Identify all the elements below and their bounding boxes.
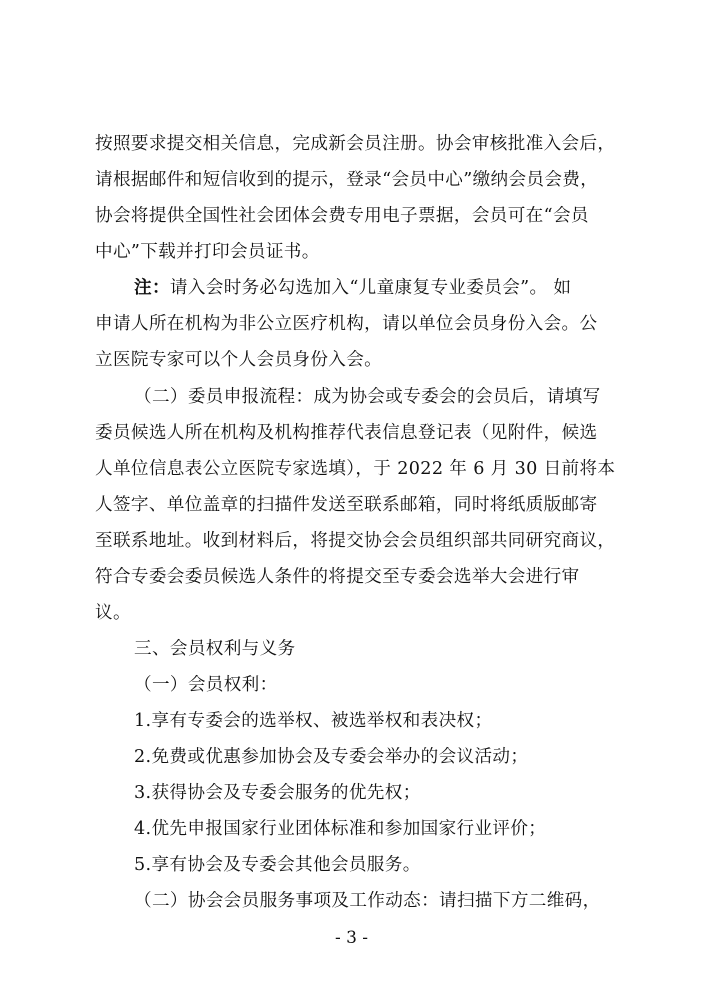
note-line: 立医院专家可以个人会员身份入会。 [95,350,383,370]
paragraph-line: 中心”下载并打印会员证书。 [95,242,320,262]
paragraph-line: （二）协会会员服务事项及工作动态：请扫描下方二维码， [134,891,601,911]
paragraph-line: 人签字、单位盖章的扫描件发送至联系邮箱，同时将纸质版邮寄 [95,495,598,515]
paragraph-line: 请根据邮件和短信收到的提示，登录“会员中心”缴纳会员会费， [95,170,599,190]
note-label: 注： [134,277,170,298]
paragraph-line: 按照要求提交相关信息，完成新会员注册。协会审核批准入会后， [95,134,616,154]
list-item: 4.优先申报国家行业团体标准和参加国家行业评价； [134,819,547,839]
sub-heading: （一）会员权利： [134,675,278,695]
paragraph-line: 符合专委会委员候选人条件的将提交至专委会选举大会进行审 [95,567,580,587]
page-number: - 3 - [334,928,369,948]
list-item: 2.免费或优惠参加协会及专委会举办的会议活动； [134,747,529,767]
list-item: 3.获得协会及专委会服务的优先权； [134,783,421,803]
paragraph-line: 至联系地址。收到材料后，将提交协会会员组织部共同研究商议， [95,531,616,551]
section-heading: 三、会员权利与义务 [134,639,296,659]
note-line [134,276,615,300]
note-text: 请入会时务必勾选加入“儿童康复专业委员会”。 如 [169,278,572,298]
paragraph-line: 委员候选人所在机构及机构推荐代表信息登记表（见附件，候选 [95,423,598,443]
list-item: 1.享有专委会的选举权、被选举权和表决权； [134,711,493,731]
note-line: 申请人所在机构为非公立医疗机构，请以单位会员身份入会。公 [95,314,598,334]
paragraph-line: （二）委员申报流程：成为协会或专委会的会员后，请填写 [134,387,601,407]
paragraph-line: 人单位信息表公立医院专家选填），于 2022 年 6 月 30 日前将本 [95,459,616,479]
list-item: 5.享有协会及专委会其他会员服务。 [134,855,421,875]
paragraph-line: 协会将提供全国性社会团体会费专用电子票据，会员可在“会员 [95,206,589,226]
paragraph-line: 议。 [95,603,131,623]
